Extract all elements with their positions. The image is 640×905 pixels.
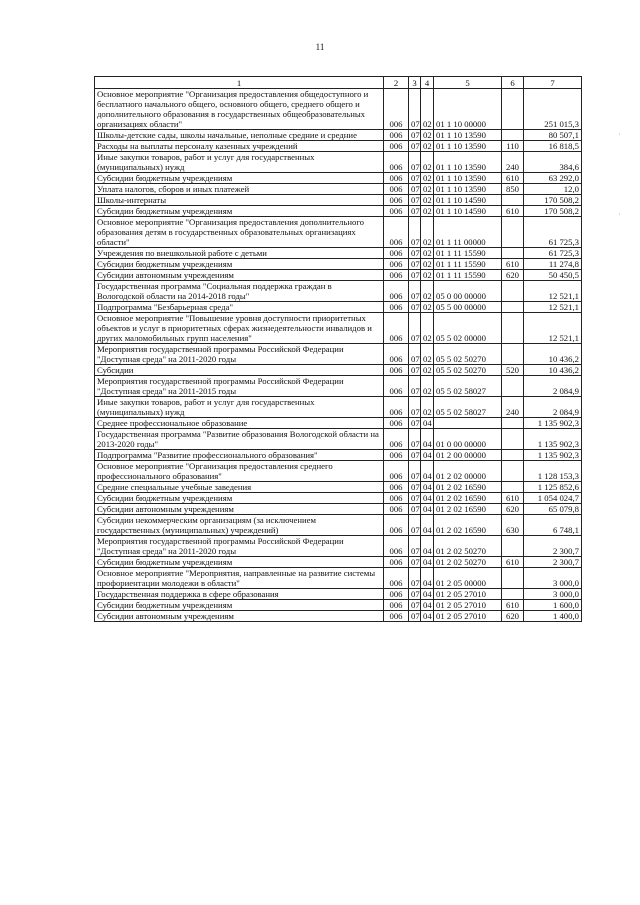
row-chapter-cell: 006 (384, 418, 409, 429)
row-name-cell: Школы-детские сады, школы начальные, неполные средние и средние (95, 130, 384, 141)
row-name-cell: Государственная поддержка в сфере образования (95, 589, 384, 600)
row-subsection-cell: 02 (421, 141, 434, 152)
row-chapter-cell: 006 (384, 313, 409, 344)
row-subsection-cell: 04 (421, 504, 434, 515)
row-target-article-cell: 01 1 10 13590 (434, 152, 502, 173)
row-name-cell: Государственная программа "Социальная поддержка граждан в Вологодской области на 2014-2018 годы" (95, 281, 384, 302)
row-amount-cell: 384,6 (524, 152, 582, 173)
row-subsection-cell: 04 (421, 515, 434, 536)
row-section-cell: 07 (409, 195, 421, 206)
row-target-article-cell: 01 2 02 16590 (434, 515, 502, 536)
row-amount-cell: 1 125 852,6 (524, 482, 582, 493)
row-target-article-cell: 05 0 00 00000 (434, 281, 502, 302)
row-amount-cell: 61 725,3 (524, 217, 582, 248)
row-subsection-cell: 02 (421, 184, 434, 195)
row-target-article-cell: 01 2 00 00000 (434, 450, 502, 461)
row-section-cell: 07 (409, 429, 421, 450)
table-row (95, 344, 582, 365)
row-subsection-cell: 02 (421, 130, 434, 141)
row-chapter-cell: 006 (384, 130, 409, 141)
row-name-cell: Школы-интернаты (95, 195, 384, 206)
row-amount-cell: 1 135 902,3 (524, 418, 582, 429)
table-row (95, 195, 582, 206)
row-section-cell: 07 (409, 130, 421, 141)
row-name-cell: Среднее профессиональное образование (95, 418, 384, 429)
row-expense-type-cell (502, 589, 524, 600)
table-row (95, 270, 582, 281)
row-expense-type-cell: 610 (502, 173, 524, 184)
row-subsection-cell: 04 (421, 536, 434, 557)
row-target-article-cell: 01 2 02 16590 (434, 482, 502, 493)
row-name-cell: Субсидии (95, 365, 384, 376)
row-chapter-cell: 006 (384, 429, 409, 450)
row-target-article-cell: 05 5 02 58027 (434, 376, 502, 397)
row-section-cell: 07 (409, 184, 421, 195)
row-name-cell: Субсидии бюджетным учреждениям (95, 259, 384, 270)
row-subsection-cell: 02 (421, 248, 434, 259)
row-subsection-cell: 02 (421, 344, 434, 365)
row-expense-type-cell: 610 (502, 493, 524, 504)
row-chapter-cell: 006 (384, 259, 409, 270)
row-chapter-cell: 006 (384, 482, 409, 493)
row-subsection-cell: 04 (421, 557, 434, 568)
row-amount-cell: 251 015,3 (524, 89, 582, 130)
row-expense-type-cell (502, 344, 524, 365)
row-amount-cell: 1 400,0 (524, 611, 582, 622)
row-subsection-cell: 02 (421, 259, 434, 270)
table-row (95, 536, 582, 557)
row-expense-type-cell: 240 (502, 397, 524, 418)
row-target-article-cell: 05 5 02 00000 (434, 313, 502, 344)
margin-mark: · (618, 130, 621, 139)
row-amount-cell: 16 818,5 (524, 141, 582, 152)
row-section-cell: 07 (409, 611, 421, 622)
header-col-6: 6 (502, 77, 524, 89)
row-chapter-cell: 006 (384, 248, 409, 259)
row-section-cell: 07 (409, 217, 421, 248)
row-amount-cell: 12,0 (524, 184, 582, 195)
row-section-cell: 07 (409, 248, 421, 259)
row-subsection-cell: 04 (421, 600, 434, 611)
row-section-cell: 07 (409, 504, 421, 515)
row-chapter-cell: 006 (384, 461, 409, 482)
row-target-article-cell: 05 5 02 50270 (434, 344, 502, 365)
row-chapter-cell: 006 (384, 173, 409, 184)
row-chapter-cell: 006 (384, 206, 409, 217)
table-row (95, 515, 582, 536)
row-section-cell: 07 (409, 418, 421, 429)
row-name-cell: Уплата налогов, сборов и иных платежей (95, 184, 384, 195)
row-expense-type-cell: 240 (502, 152, 524, 173)
row-target-article-cell: 01 1 10 13590 (434, 141, 502, 152)
row-expense-type-cell (502, 313, 524, 344)
row-chapter-cell: 006 (384, 557, 409, 568)
row-expense-type-cell (502, 89, 524, 130)
row-target-article-cell: 01 1 11 00000 (434, 217, 502, 248)
row-target-article-cell: 01 2 02 16590 (434, 504, 502, 515)
row-amount-cell: 80 507,1 (524, 130, 582, 141)
table-row (95, 281, 582, 302)
table-row (95, 313, 582, 344)
row-name-cell: Средние специальные учебные заведения (95, 482, 384, 493)
table-row (95, 259, 582, 270)
row-name-cell: Основное мероприятие "Организация предоставления дополнительного образования детям в государственных образовательных организациях области" (95, 217, 384, 248)
row-name-cell: Основное мероприятие "Повышение уровня доступности приоритетных объектов и услуг в приоритетных сферах жизнедеятельности инвалидов и других маломобильных групп населения" (95, 313, 384, 344)
row-expense-type-cell: 610 (502, 259, 524, 270)
row-section-cell: 07 (409, 600, 421, 611)
row-section-cell: 07 (409, 568, 421, 589)
row-expense-type-cell: 110 (502, 141, 524, 152)
table-row (95, 152, 582, 173)
row-section-cell: 07 (409, 365, 421, 376)
row-amount-cell: 1 135 902,3 (524, 429, 582, 450)
table-row (95, 493, 582, 504)
row-subsection-cell: 04 (421, 429, 434, 450)
row-subsection-cell: 04 (421, 418, 434, 429)
header-col-5: 5 (434, 77, 502, 89)
table-row (95, 589, 582, 600)
header-col-4: 4 (421, 77, 434, 89)
row-target-article-cell: 01 1 10 00000 (434, 89, 502, 130)
row-chapter-cell: 006 (384, 600, 409, 611)
table-row (95, 376, 582, 397)
row-target-article-cell: 01 1 10 14590 (434, 195, 502, 206)
row-chapter-cell: 006 (384, 397, 409, 418)
row-name-cell: Основное мероприятие "Организация предоставления среднего профессионального образования" (95, 461, 384, 482)
table-row (95, 173, 582, 184)
row-target-article-cell: 01 2 05 00000 (434, 568, 502, 589)
row-expense-type-cell: 630 (502, 515, 524, 536)
row-amount-cell: 6 748,1 (524, 515, 582, 536)
row-expense-type-cell (502, 450, 524, 461)
row-chapter-cell: 006 (384, 504, 409, 515)
table-row (95, 600, 582, 611)
row-expense-type-cell: 520 (502, 365, 524, 376)
row-expense-type-cell: 850 (502, 184, 524, 195)
table-row (95, 130, 582, 141)
row-subsection-cell: 04 (421, 482, 434, 493)
row-subsection-cell: 02 (421, 281, 434, 302)
header-col-7: 7 (524, 77, 582, 89)
row-subsection-cell: 02 (421, 89, 434, 130)
row-amount-cell: 2 300,7 (524, 536, 582, 557)
page-number: 11 (315, 42, 325, 52)
row-amount-cell: 63 292,0 (524, 173, 582, 184)
table-row (95, 206, 582, 217)
row-section-cell: 07 (409, 344, 421, 365)
row-target-article-cell: 01 1 11 15590 (434, 270, 502, 281)
row-amount-cell: 1 128 153,3 (524, 461, 582, 482)
table-row (95, 89, 582, 130)
table-row (95, 217, 582, 248)
row-subsection-cell: 02 (421, 206, 434, 217)
row-subsection-cell: 02 (421, 313, 434, 344)
row-section-cell: 07 (409, 397, 421, 418)
row-name-cell: Основное мероприятие "Организация предоставления общедоступного и бесплатного начального общего, основного общего, среднего общего и дополнительного образования в государственных общеобразовательных организациях области" (95, 89, 384, 130)
row-section-cell: 07 (409, 313, 421, 344)
row-expense-type-cell (502, 376, 524, 397)
row-section-cell: 07 (409, 450, 421, 461)
row-expense-type-cell: 610 (502, 557, 524, 568)
row-expense-type-cell (502, 429, 524, 450)
row-subsection-cell: 04 (421, 589, 434, 600)
table-row (95, 568, 582, 589)
row-name-cell: Субсидии бюджетным учреждениям (95, 600, 384, 611)
row-expense-type-cell (502, 418, 524, 429)
row-section-cell: 07 (409, 589, 421, 600)
row-target-article-cell: 01 2 02 00000 (434, 461, 502, 482)
row-amount-cell: 1 054 024,7 (524, 493, 582, 504)
row-subsection-cell: 04 (421, 461, 434, 482)
row-section-cell: 07 (409, 89, 421, 130)
row-section-cell: 07 (409, 302, 421, 313)
row-name-cell: Субсидии бюджетным учреждениям (95, 206, 384, 217)
row-section-cell: 07 (409, 141, 421, 152)
row-expense-type-cell (502, 248, 524, 259)
header-col-3: 3 (409, 77, 421, 89)
table-row (95, 397, 582, 418)
row-subsection-cell: 02 (421, 195, 434, 206)
row-expense-type-cell (502, 568, 524, 589)
row-name-cell: Расходы на выплаты персоналу казенных учреждений (95, 141, 384, 152)
row-chapter-cell: 006 (384, 195, 409, 206)
row-chapter-cell: 006 (384, 270, 409, 281)
row-chapter-cell: 006 (384, 376, 409, 397)
row-name-cell: Субсидии некоммерческим организациям (за исключением государственных (муниципальных) учреждений) (95, 515, 384, 536)
row-amount-cell: 3 000,0 (524, 589, 582, 600)
row-name-cell: Субсидии автономным учреждениям (95, 270, 384, 281)
row-section-cell: 07 (409, 173, 421, 184)
row-name-cell: Субсидии бюджетным учреждениям (95, 557, 384, 568)
row-section-cell: 07 (409, 461, 421, 482)
row-target-article-cell: 01 2 02 16590 (434, 493, 502, 504)
table-row (95, 450, 582, 461)
row-amount-cell: 10 436,2 (524, 365, 582, 376)
row-chapter-cell: 006 (384, 344, 409, 365)
table-row (95, 302, 582, 313)
row-subsection-cell: 02 (421, 365, 434, 376)
row-name-cell: Иные закупки товаров, работ и услуг для государственных (муниципальных) нужд (95, 397, 384, 418)
row-chapter-cell: 006 (384, 281, 409, 302)
row-chapter-cell: 006 (384, 589, 409, 600)
table-row (95, 557, 582, 568)
header-col-2: 2 (384, 77, 409, 89)
row-target-article-cell: 01 2 02 50270 (434, 536, 502, 557)
row-name-cell: Мероприятия государственной программы Российской Федерации "Доступная среда" на 2011-2020 годы (95, 344, 384, 365)
row-chapter-cell: 006 (384, 217, 409, 248)
row-amount-cell: 61 725,3 (524, 248, 582, 259)
row-chapter-cell: 006 (384, 89, 409, 130)
row-section-cell: 07 (409, 152, 421, 173)
table-body (95, 89, 582, 622)
row-section-cell: 07 (409, 536, 421, 557)
row-section-cell: 07 (409, 493, 421, 504)
row-subsection-cell: 02 (421, 376, 434, 397)
row-expense-type-cell (502, 281, 524, 302)
row-expense-type-cell: 620 (502, 270, 524, 281)
row-name-cell: Иные закупки товаров, работ и услуг для государственных (муниципальных) нужд (95, 152, 384, 173)
row-chapter-cell: 006 (384, 152, 409, 173)
row-chapter-cell: 006 (384, 184, 409, 195)
row-chapter-cell: 006 (384, 568, 409, 589)
row-target-article-cell: 01 1 10 14590 (434, 206, 502, 217)
row-name-cell: Субсидии автономным учреждениям (95, 611, 384, 622)
row-chapter-cell: 006 (384, 302, 409, 313)
row-subsection-cell: 04 (421, 450, 434, 461)
row-target-article-cell: 05 5 02 50270 (434, 365, 502, 376)
table-row (95, 429, 582, 450)
row-amount-cell: 12 521,1 (524, 281, 582, 302)
row-amount-cell: 11 274,8 (524, 259, 582, 270)
row-section-cell: 07 (409, 206, 421, 217)
row-subsection-cell: 02 (421, 173, 434, 184)
row-expense-type-cell: 610 (502, 206, 524, 217)
table-row (95, 365, 582, 376)
table-row (95, 248, 582, 259)
row-target-article-cell: 05 5 00 00000 (434, 302, 502, 313)
row-expense-type-cell (502, 536, 524, 557)
row-section-cell: 07 (409, 557, 421, 568)
row-amount-cell: 65 079,8 (524, 504, 582, 515)
table-row (95, 141, 582, 152)
table-row (95, 504, 582, 515)
row-target-article-cell: 01 2 05 27010 (434, 611, 502, 622)
row-section-cell: 07 (409, 515, 421, 536)
table-row (95, 461, 582, 482)
row-amount-cell: 10 436,2 (524, 344, 582, 365)
row-target-article-cell: 01 1 11 15590 (434, 248, 502, 259)
row-section-cell: 07 (409, 376, 421, 397)
row-target-article-cell (434, 418, 502, 429)
row-target-article-cell: 01 1 10 13590 (434, 184, 502, 195)
row-target-article-cell: 01 1 11 15590 (434, 259, 502, 270)
row-amount-cell: 2 084,9 (524, 376, 582, 397)
row-expense-type-cell (502, 217, 524, 248)
row-name-cell: Мероприятия государственной программы Российской Федерации "Доступная среда" на 2011-2015 годы (95, 376, 384, 397)
row-target-article-cell: 01 2 05 27010 (434, 600, 502, 611)
header-row (95, 77, 582, 89)
row-name-cell: Подпрограмма "Развитие профессионального образования" (95, 450, 384, 461)
margin-mark: · (618, 210, 621, 219)
row-chapter-cell: 006 (384, 365, 409, 376)
row-expense-type-cell: 620 (502, 611, 524, 622)
row-amount-cell: 50 450,5 (524, 270, 582, 281)
row-amount-cell: 3 000,0 (524, 568, 582, 589)
row-amount-cell: 1 600,0 (524, 600, 582, 611)
row-name-cell: Субсидии бюджетным учреждениям (95, 173, 384, 184)
row-subsection-cell: 02 (421, 302, 434, 313)
table-row (95, 184, 582, 195)
row-subsection-cell: 04 (421, 611, 434, 622)
row-target-article-cell: 01 1 10 13590 (434, 173, 502, 184)
row-chapter-cell: 006 (384, 611, 409, 622)
row-amount-cell: 170 508,2 (524, 195, 582, 206)
row-target-article-cell: 01 2 02 50270 (434, 557, 502, 568)
row-subsection-cell: 02 (421, 270, 434, 281)
row-target-article-cell: 01 0 00 00000 (434, 429, 502, 450)
row-target-article-cell: 05 5 02 58027 (434, 397, 502, 418)
row-amount-cell: 12 521,1 (524, 302, 582, 313)
row-expense-type-cell (502, 130, 524, 141)
row-name-cell: Учреждения по внешкольной работе с детьми (95, 248, 384, 259)
row-subsection-cell: 02 (421, 152, 434, 173)
row-amount-cell: 1 135 902,3 (524, 450, 582, 461)
row-expense-type-cell (502, 461, 524, 482)
row-expense-type-cell (502, 195, 524, 206)
row-name-cell: Подпрограмма "Безбарьерная среда" (95, 302, 384, 313)
budget-table (94, 76, 582, 622)
row-chapter-cell: 006 (384, 141, 409, 152)
row-target-article-cell: 01 1 10 13590 (434, 130, 502, 141)
row-section-cell: 07 (409, 259, 421, 270)
row-chapter-cell: 006 (384, 450, 409, 461)
row-expense-type-cell: 620 (502, 504, 524, 515)
row-name-cell: Мероприятия государственной программы Российской Федерации "Доступная среда" на 2011-2020 годы (95, 536, 384, 557)
row-amount-cell: 170 508,2 (524, 206, 582, 217)
table-row (95, 418, 582, 429)
row-chapter-cell: 006 (384, 515, 409, 536)
row-amount-cell: 12 521,1 (524, 313, 582, 344)
row-expense-type-cell (502, 482, 524, 493)
row-subsection-cell: 02 (421, 397, 434, 418)
row-subsection-cell: 04 (421, 493, 434, 504)
row-section-cell: 07 (409, 270, 421, 281)
row-expense-type-cell: 610 (502, 600, 524, 611)
row-section-cell: 07 (409, 281, 421, 302)
row-target-article-cell: 01 2 05 27010 (434, 589, 502, 600)
row-subsection-cell: 04 (421, 568, 434, 589)
row-subsection-cell: 02 (421, 217, 434, 248)
row-expense-type-cell (502, 302, 524, 313)
row-name-cell: Основное мероприятие "Мероприятия, направленные на развитие системы профориентации молодежи в области" (95, 568, 384, 589)
row-name-cell: Субсидии бюджетным учреждениям (95, 493, 384, 504)
row-name-cell: Субсидии автономным учреждениям (95, 504, 384, 515)
table-row (95, 611, 582, 622)
row-chapter-cell: 006 (384, 493, 409, 504)
header-col-1: 1 (95, 77, 384, 89)
row-section-cell: 07 (409, 482, 421, 493)
row-chapter-cell: 006 (384, 536, 409, 557)
table-row (95, 482, 582, 493)
row-amount-cell: 2 084,9 (524, 397, 582, 418)
row-name-cell: Государственная программа "Развитие образования Вологодской области на 2013-2020 годы" (95, 429, 384, 450)
row-amount-cell: 2 300,7 (524, 557, 582, 568)
